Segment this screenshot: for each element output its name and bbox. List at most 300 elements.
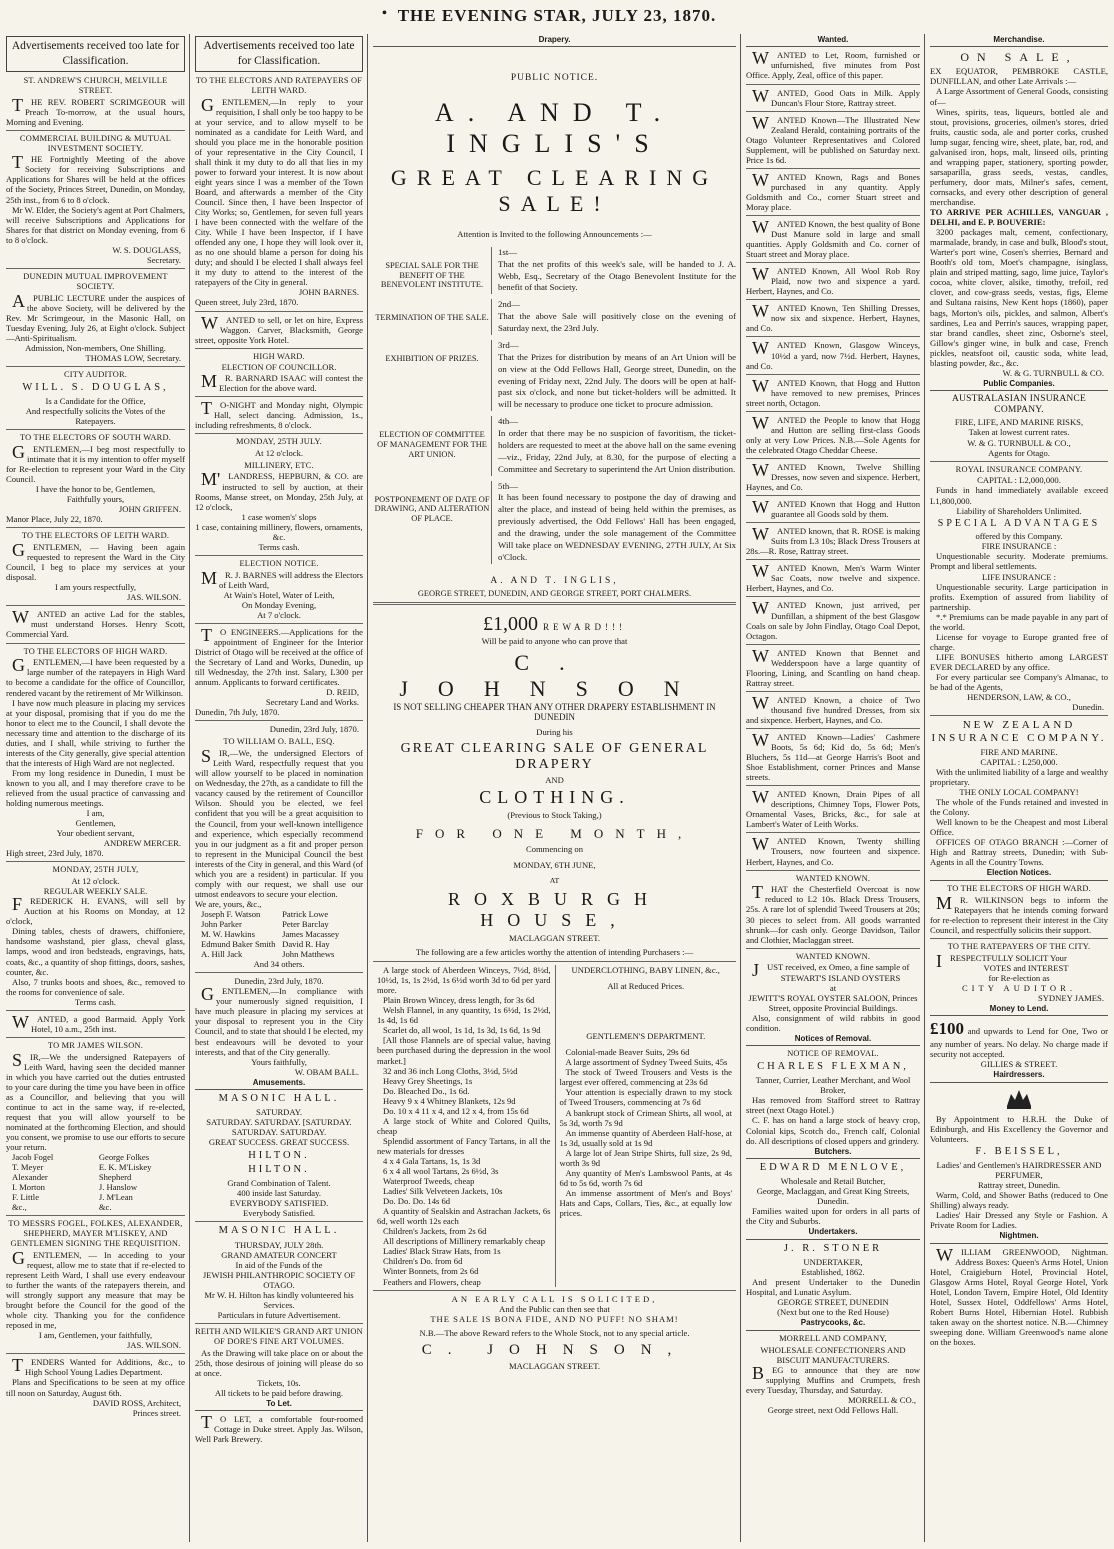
ad-line: UNDERTAKER,	[803, 1257, 863, 1268]
divider	[746, 111, 920, 112]
ad-signature: W. OBAM BALL.	[294, 1066, 359, 1077]
ad-line: SATURDAY. SATURDAY. [SATURDAY. SATURDAY. SATURDAY.	[206, 1117, 352, 1138]
divider	[746, 644, 920, 645]
wanted-ad: WANTED Known that Bennet and Wedderspoon have a large quantity of Flooring, Lining, and Scantling on hand cheap. Rattray street.	[746, 645, 920, 688]
crest-icon	[999, 1086, 1039, 1112]
ad-line: AND	[545, 775, 564, 786]
ad-line: ELECTION OF COUNCILLOR.	[221, 362, 337, 373]
ad-line: JEWITT'S ROYAL OYSTER SALOON, Princes Street, opposite Provincial Buildings.	[748, 992, 918, 1013]
ad-text: TO ENGINEERS.—Applications for the appointment of Engineer for the Interior District of Otago will be received at the office of the Secretary of Land and Works, Dunedin, up till Wednesday, the 27th inst. Salary, L300 per annum. Applicants to forward certificates.	[195, 624, 363, 688]
signatory: E. K. M'Liskey	[98, 1162, 152, 1173]
notice-text	[491, 299, 736, 335]
ad-text: Plans and Specifications to be seen at my office till noon on Saturday, August 6th.	[6, 1377, 185, 1398]
ad-text: MR. BARNARD ISAAC will contest the Election for the above ward.	[201, 370, 363, 393]
divider	[746, 691, 920, 692]
ad-line: George, Maclaggan, and Great King Streets, Dunedin.	[756, 1186, 910, 1207]
wanted-ad: WANTED Known, Ten Shilling Dresses, now six and sixpence. Herbert, Haynes, and Co.	[746, 301, 920, 334]
ad-text: Ladies' Hair Dressed any Style or Fashion. A Private Room for Ladies.	[930, 1210, 1108, 1231]
ad-title: GENTLEMEN'S DEPARTMENT.	[586, 1031, 706, 1042]
price-item: Colonial-made Beaver Suits, 29s 6d	[565, 1047, 690, 1058]
ad-text: GENTLEMEN,—In reply to your requisition, I shall only be too happy to be at your service, and to allow myself to be nominated as a candidate for Leith Ward, and should you place me in the honorable position of your representative in the City Council, I shall think it my duty to do all that lies in my power to forward your interest. It is now about eight years since I was a member of the Town Board, and afterwards a member of the City Council. Since then, I have been Inspector of City Works; so, Gentlemen, for seven full years I have been connected with the welfare of the City. While I have been Inspector, if I have offended any one, I hope they will look over it, as no one should blame a person for doing his duty; and should I be elected I shall always feel it my duty to attend to the interest of the ratepayers of the City in general.	[195, 94, 363, 288]
ad-line: VOTES and INTEREST	[983, 962, 1069, 973]
divider	[746, 336, 920, 337]
ad-text: Also, 7 trunks boots and shoes, &c., removed to the rooms for convenience of sale.	[6, 976, 185, 997]
signatory-list	[6, 1152, 185, 1212]
ad-text: Also, consignment of wild rabbits in good condition.	[746, 1012, 920, 1033]
ad-line: 1 case women's' slops	[241, 511, 317, 522]
ad-line: THE SALE IS BONA FIDE, AND NO PUFF! NO SHAM!	[430, 1313, 679, 1324]
ad-text: By Appointment to H.R.H. the Duke of Edinburgh, and His Excellency the Governor and Volunteers.	[930, 1113, 1108, 1144]
ad-line: Dunedin.	[1072, 702, 1104, 713]
section-header-drapery: Drapery.	[373, 34, 736, 47]
price-item: Do. Bleached Do., 1s 6d.	[383, 1085, 470, 1096]
signatory: George Folkes	[98, 1152, 150, 1163]
merchant-name: CHARLES FLEXMAN,	[757, 1061, 909, 1072]
divider	[746, 299, 920, 300]
notice-body: That the Prizes for distribution by means of an Art Union will be on view at the Odd Fellows Hall, George street, Dunedin, on the evening of Friday next, 22nd July. The doors will be open at half-past six o'clock, and none but ticket-holders will be admitted. It will be necessary to produce one ticket to procure admission.	[498, 351, 736, 410]
wanted-ad: WANTED Known, Men's Warm Winter Sac Coats, now twelve and sixpence. Herbert, Haynes, and Co.	[746, 561, 920, 594]
ad-line: Wholesale and Retail Butcher,	[780, 1176, 886, 1187]
ad-signature-title: Secretary.	[146, 254, 181, 265]
divider	[746, 495, 920, 496]
sale-duration: FOR ONE MONTH,	[415, 826, 694, 842]
price-item: A large stock of Aberdeen Winceys, 7½d, 8½d, 10½d, 1s, 1s 2½d, 1s 6½d worth 3d to 6d per yard more.	[377, 965, 551, 996]
firm-name: A. AND T. INGLIS'S	[434, 98, 675, 158]
ad-line: HILTON.	[248, 1149, 310, 1161]
ad-line: CAPITAL : L250,000.	[980, 756, 1058, 767]
ad-line: Yours faithfully,	[251, 1056, 307, 1067]
price-item: Do. 10 x 4 11 x 4, and 12 x 4, from 15s 6d	[383, 1105, 529, 1116]
ad-text: Warm, Cold, and Shower Baths (reduced to One Shilling) always ready.	[930, 1190, 1108, 1211]
price-item: All descriptions of Millinery remarkably cheap	[383, 1236, 546, 1247]
ad-line: Rattray street, Dunedin.	[977, 1180, 1061, 1191]
ad-line: SATURDAY.	[255, 1107, 303, 1118]
signatory: J. Hanslow	[98, 1182, 138, 1193]
loan-ad	[930, 1019, 1108, 1059]
ad-text: WANTED, a good Barmaid. Apply York Hotel, 10 a.m., 25th inst.	[12, 1011, 185, 1034]
ad-text: I have now much pleasure in placing my services at your disposal, promising that if you do me the honor to elect me to the Council, I shall devote the necessary time and attention to the discharge of its duties, and I shall, while striving to further the interests of the City generally, give special attention that the interests of High Ward are not neglected.	[6, 697, 185, 768]
ad-text: M'LANDRESS, HEPBURN, & CO. are instructed to sell by auction, at their Rooms, Manse street, on Monday, 25th July, at 12 o'clock,	[195, 469, 363, 512]
divider	[195, 433, 363, 434]
ad-text: IRESPECTFULLY SOLICIT Your	[936, 950, 1067, 971]
ad-line: Grand Combination of Talent.	[227, 1178, 331, 1189]
sale-title: GREAT CLEARING SALE OF GENERAL DRAPERY	[400, 740, 709, 772]
divider	[746, 596, 920, 597]
loan-amount: £100	[930, 1019, 964, 1039]
divider	[746, 728, 920, 729]
ad-title: TO WILLIAM O. BALL, ESQ.	[223, 737, 335, 747]
company-name: ROYAL INSURANCE COMPANY.	[955, 464, 1083, 474]
sale-title: CLOTHING.	[479, 787, 630, 808]
ad-text: License for voyage to Europe granted free of charge.	[930, 631, 1108, 652]
ad-line: Commencing on	[525, 843, 584, 854]
ad-line: Is a Candidate for the Office,	[45, 395, 146, 406]
signatory-row	[6, 1152, 185, 1162]
ad-line: GREAT SUCCESS. GREAT SUCCESS.	[208, 1137, 350, 1148]
ad-line: Tickets, 10s.	[257, 1377, 301, 1388]
shop-name: ROXBURGH HOUSE,	[447, 888, 661, 930]
signatory-row	[195, 949, 363, 959]
divider	[930, 715, 1108, 716]
ad-signature: SYDNEY JAMES.	[1037, 992, 1104, 1003]
divider	[746, 785, 920, 786]
signatory: T. Meyer	[12, 1162, 44, 1173]
ad-line: FIRE AND MARINE.	[980, 746, 1058, 757]
divider	[746, 458, 920, 459]
divider	[746, 215, 920, 216]
ad-line: (Next but one to the Red House)	[777, 1307, 889, 1318]
signatory: Alexander	[12, 1172, 48, 1183]
price-item: An immense quantity of Aberdeen Half-hose, at 1s 3d, usually sold at 1s 9d	[559, 1127, 732, 1148]
divider	[195, 555, 363, 556]
notice-text	[491, 416, 736, 475]
masthead-title: THE EVENING STAR, JULY 23, 1870.	[397, 6, 717, 25]
section-header-butchers: Butchers.	[746, 1146, 920, 1159]
ad-date: Dunedin, 7th July, 1870.	[195, 707, 280, 718]
ad-address: George street, next Odd Fellows Hall.	[767, 1404, 899, 1415]
ad-line: All tickets to be paid before drawing.	[214, 1387, 344, 1398]
ad-title: TO THE ELECTORS AND RATEPAYERS OF LEITH WARD.	[195, 75, 363, 95]
ad-line: at	[829, 982, 837, 993]
ad-line: In aid of the Funds of the	[235, 1259, 323, 1270]
section-header-companies: Public Companies.	[930, 378, 1108, 391]
ad-line: HILTON.	[248, 1163, 310, 1175]
wanted-ad: WANTED Known, the best quality of Bone Dust Manure sold in large and small quantities. Apply Goldsmith and Co. corner of Stuart street and Moray place.	[746, 217, 920, 260]
royal-crest-icon	[930, 1086, 1108, 1114]
ad-date: Dunedin, 23rd July, 1870.	[269, 724, 359, 735]
signatory: J. M'Lean	[98, 1192, 133, 1203]
ad-line: During his	[536, 726, 573, 737]
ad-text: Dining tables, chests of drawers, chiffoniere, handsome washstand, pier glass, cheval glass, lamps, wood and iron bedsteads, engravings, hats, coats, &c., a quantity of shop fittings, doors, sashes, counter, &c.	[6, 926, 186, 977]
ad-line: Faithfully yours,	[66, 494, 125, 505]
ad-text: *.* Premiums can be made payable in any part of the world.	[930, 611, 1108, 632]
divider	[746, 374, 920, 375]
price-item: A large assortment of Sydney Tweed Suits, 45s	[565, 1057, 728, 1068]
ad-signature: THOMAS LOW, Secretary.	[85, 352, 181, 363]
columns	[0, 34, 1114, 1544]
ad-text: BEG to announce that they are now supplying Muffins and Crumpets, fresh every Tuesday, Thursday, and Saturday.	[746, 1362, 920, 1395]
price-list	[373, 965, 736, 1287]
divider	[746, 870, 920, 871]
ad-line: REGULAR WEEKLY SALE.	[43, 886, 148, 897]
ad-title: CITY AUDITOR.	[63, 369, 128, 379]
ad-signature: JAS. WILSON.	[126, 1340, 181, 1351]
price-item: An immense assortment of Men's and Boys' Hats and Caps, Collars, Ties, &c., at equally low prices.	[559, 1187, 732, 1218]
notice-number: 5th—	[498, 480, 519, 491]
divider	[746, 832, 920, 833]
ad-text: JUST received, ex Omeo, a fine sample of	[752, 960, 910, 981]
ad-text: Unquestionable security. Large participation in profits. Exemption of assured from liability of partnership.	[930, 581, 1108, 612]
signatory: James Macassey	[282, 929, 340, 940]
ad-text: For every particular see Company's Almanac, to be had of the Agents,	[930, 671, 1108, 693]
wanted-ad: WANTED the People to know that Hogg and Hutton are selling first-class Goods only at very Low Prices. N.B.—Sole Agents for the celebrated Otago Cheddar Cheese.	[746, 412, 920, 455]
divider	[6, 1215, 185, 1216]
notice-label: TERMINATION OF THE SALE.	[375, 313, 489, 323]
ad-text: GENTLEMEN, — Having been again requested to represent the Ward in the City Council, I beg to place my services at your disposal.	[6, 540, 185, 583]
price-item: Splendid assortment of Fancy Tartans, in all the new materials for dresses	[377, 1135, 551, 1156]
ad-signature: DAVID ROSS, Architect,	[92, 1397, 181, 1408]
ad-text: From my long residence in Dunedin, I must be known to you all, and I may therefore crave to be relieved from the usual practice of canvassing and holding numerous meetings.	[6, 767, 185, 809]
wanted-ad: WANTED to Let, Room, furnished or unfurnished, five minutes from Post Office. Apply, Zeal, office of this paper.	[746, 48, 920, 81]
ad-text: As the Drawing will take place on or about the 25th, those desirous of joining will please do so at once.	[195, 1347, 363, 1378]
late-classification-header: Advertisements received too late for Classification.	[6, 36, 185, 72]
ad-title: ST. ANDREW'S CHURCH, MELVILLE STREET.	[23, 75, 168, 95]
ad-text: Mr W. Elder, the Society's agent at Port Chalmers, will receive Subscriptions and Applications for Shares for that district on Monday evening, from 6 to 8 o'clock.	[6, 204, 185, 245]
signatory-row	[6, 1192, 185, 1202]
ad-text: EX EQUATOR, PEMBROKE CASTLE, DUNFILLAN, and other Late Arrivals :—	[930, 66, 1108, 87]
wanted-ad: WANTED Known—The Illustrated New Zealand Herald, containing portraits of the Otago Volunteer Representatives and Colored Supplement, will be published on Saturday next. Price 1s 6d.	[746, 112, 920, 165]
ad-text: Well known to be the Cheapest and most Liberal Office.	[930, 817, 1108, 838]
ad-title: REITH AND WILKIE'S GRAND ART UNION OF DORE'S FINE ART VOLUMES.	[195, 1326, 363, 1346]
divider	[930, 461, 1108, 462]
divider	[6, 429, 185, 430]
price-item: Feathers and Flowers, cheap	[383, 1276, 481, 1287]
ad-line: (Previous to Stock Taking,)	[507, 810, 602, 821]
price-item: Ladies' Black Straw Hats, from 1s	[383, 1246, 501, 1257]
merchant-name: F. BEISSEL,	[975, 1145, 1063, 1157]
ad-date: Dunedin, 23rd July, 1870.	[234, 976, 324, 987]
ad-text: THE Fortnightly Meeting of the above Society for receiving Subscriptions and Applications for Shares will be held at the offices of the Society, Princes Street, Dunedin, on Monday, 25th inst., from 6 to 8 o'clock.	[6, 152, 185, 205]
ad-text: Unquestionable security. Moderate premiums. Prompt and liberal settlements.	[930, 551, 1108, 572]
signatory-row	[195, 909, 363, 919]
notice-item	[373, 299, 736, 335]
ad-title: MASONIC HALL.	[218, 1225, 340, 1237]
section-header-wanted: Wanted.	[746, 34, 920, 47]
ad-line: GEORGE STREET, DUNEDIN	[777, 1297, 889, 1308]
signatory: John Parker	[201, 919, 242, 929]
ad-text: Funds in hand immediately available exceed L1,800,000.	[930, 485, 1108, 506]
price-item: Heavy Grey Sheetings, 1s	[383, 1075, 473, 1086]
price-item: The stock of Tweed Trousers and Vests is the largest ever offered, commencing at 23s 6d	[559, 1067, 732, 1088]
divider	[746, 559, 920, 560]
price-item: Waterproof Tweeds, cheap	[383, 1176, 475, 1187]
divider	[195, 1221, 363, 1222]
ad-line: HENDERSON, LAW, & CO.,	[967, 692, 1071, 703]
merchant-name: C. JOHNSON,	[421, 1341, 688, 1358]
ad-text: C. F. has on hand a large stock of heavy crop, Colonial kips, Scotch do., French calf, Colonial do. All descriptions of closed uppers and grindery.	[746, 1115, 920, 1146]
signatory: &c.,	[12, 1202, 27, 1213]
signatory: A. Hill Jack	[201, 949, 243, 960]
divider	[195, 348, 363, 349]
price-list-gentlemen	[555, 965, 737, 1287]
price-item: Welsh Flannel, in any quantity, 1s 6½d, 1s 2½d, 1s 4d, 1s 6d	[377, 1005, 551, 1026]
reward-amount: £1,000	[483, 612, 538, 635]
signatory-row	[6, 1202, 185, 1212]
wanted-ad: WANTED Known, that Hogg and Hutton have removed to new premises, Princes street north, Octagon.	[746, 375, 920, 408]
ad-line: N.B.—The above Reward refers to the Whole Stock, not to any special article.	[419, 1327, 690, 1338]
notice-body: That the above Sale will positively close on the evening of Saturday next, the 23rd July.	[498, 311, 736, 334]
ad-title: MILLINERY, ETC.	[244, 460, 314, 470]
ad-text: GENTLEMEN,—I beg most respectfully to intimate that it is my intention to offer myself for Re-election to represent your Ward in the City Council.	[6, 441, 185, 485]
signatory: Shepherd	[98, 1172, 132, 1183]
ad-line: Mr W. H. Hilton has kindly volunteered his Services.	[204, 1289, 354, 1310]
ad-title: TO THE ELECTORS OF LEITH WARD.	[21, 531, 170, 541]
ad-text: MR. J. BARNES will address the Electors of Leith Ward,	[201, 567, 363, 590]
divider	[930, 938, 1108, 939]
ad-line: GRAND AMATEUR CONCERT	[221, 1249, 337, 1260]
ad-line: Terms cash.	[75, 996, 116, 1007]
signatory-row	[195, 939, 363, 949]
price-item: Scarlet do, all wool, 1s 1d, 1s 3d, 1s 6d, 1s 9d	[383, 1025, 541, 1036]
ad-line: STEWART'S ISLAND OYSTERS	[780, 972, 901, 983]
section-header-amusements: Amusements.	[195, 1077, 363, 1090]
divider	[746, 262, 920, 263]
ad-line: Tanner, Currier, Leather Merchant, and Wool Broker,	[755, 1075, 911, 1096]
loan-text: and upwards to Lend for One, Two or any number of years. No delay. No charge made if security not accepted.	[930, 1026, 1108, 1060]
ad-signature: JOHN GRIFFEN.	[118, 504, 181, 515]
ad-title: WANTED KNOWN.	[795, 951, 871, 961]
column-4	[742, 34, 925, 1542]
ad-signature: JAS. WILSON.	[126, 592, 181, 603]
divider	[6, 605, 185, 606]
divider	[195, 1323, 363, 1324]
signatory: Peter Barclay	[282, 919, 329, 929]
ad-line: FIRE INSURANCE :	[981, 541, 1057, 552]
ad-line: Particulars in future Advertisement.	[217, 1309, 341, 1320]
signatory: Jacob Fogel	[12, 1152, 54, 1163]
price-item: 32 and 36 inch Long Cloths, 3½d, 5½d	[383, 1065, 518, 1076]
notice-item	[373, 247, 736, 295]
merchant-name: J. R. STONER	[783, 1242, 883, 1254]
ad-text: WANTED an active Lad for the stables, must understand Horses. Henry Scott, Commercial Yard.	[6, 607, 185, 640]
ad-text: The whole of the Funds retained and invested in the Colony.	[930, 797, 1108, 818]
notice-body: In order that there may be no suspicion of favoritism, the ticket-holders are requested to meet at the above hall on the same evening—viz., Friday, 22nd July, at 8.30, for the purpose of electing a Committee and Secretary to superintend the Art Union distribution.	[498, 428, 736, 474]
ad-subtitle: SPECIAL ADVANTAGES	[937, 517, 1101, 529]
ad-text: With the unlimited liability of a large and wealthy proprietary.	[930, 766, 1108, 788]
ad-text: Families waited upon for orders in all parts of the City and Suburbs.	[746, 1206, 920, 1227]
wanted-ad: WANTED Known, just arrived, per Dunfillan, a shipment of the best Glasgow Coals on sale by John Findlay, Otago Coal Depot, Octagon.	[746, 598, 920, 641]
price-item: A bankrupt stock of Crimean Shirts, all wool, at 5s 3d, worth 7s 9d	[559, 1107, 732, 1128]
notice-label: POSTPONEMENT OF DATE OF DRAWING, AND ALTERATION OF PLACE.	[374, 494, 490, 524]
ad-title: ON SALE,	[960, 50, 1078, 65]
notice-item	[373, 340, 736, 411]
ad-text: LIFE BONUSES hitherto among LARGEST EVER DECLARED by any office.	[930, 651, 1108, 672]
ad-text: TENDERS Wanted for Additions, &c., to High School Young Ladies Department.	[12, 1355, 185, 1378]
price-item: Heavy 9 x 4 Whitney Blankets, 12s 9d	[383, 1095, 516, 1106]
divider	[195, 396, 363, 397]
ad-line: On Monday Evening,	[241, 599, 317, 610]
divider	[373, 961, 736, 962]
ad-date: High street, 23rd July, 1870.	[6, 848, 104, 859]
signatory: Joseph F. Watson	[201, 908, 261, 919]
ad-line: I am yours respectfully,	[54, 582, 137, 593]
section-header-nightmen: Nightmen.	[930, 1230, 1108, 1243]
notice-number: 2nd—	[498, 299, 520, 310]
ad-line: UNDERCLOTHING, BABY LINEN, &c.,	[571, 965, 720, 976]
ad-line: FIRE, LIFE, AND MARINE RISKS,	[954, 417, 1084, 428]
ad-line: At 12 o'clock.	[71, 876, 120, 887]
signatory-row	[6, 1172, 185, 1182]
price-item: Do. Do. Do. 14s 6d	[383, 1196, 451, 1207]
ad-title: WANTED KNOWN.	[795, 873, 871, 883]
ad-title: TO THE ELECTORS OF HIGH WARD.	[947, 883, 1091, 893]
wanted-ad: WANTED Known, a choice of Two thousand five hundred Dresses, from six and sixpence. Herbert, Haynes, and Co.	[746, 692, 920, 725]
masthead-dot: •	[382, 6, 388, 21]
ad-text: SIR,—We, the undersigned Electors of Leith Ward, respectfully request that you will allow yourself to be placed in nomination on Wednesday, the 27th, as a candidate to fill the vacancy caused by the retirement of Councillor Wilson. Should you be elected, we feel confident that you will be a great acquisition to the Council, from your well-known intelligence and experience, which especially recommend you in our judgment as a fit and proper person to represent in the Municipal Council the best interests of the City in general, and this Ward (of which you are a resident) in particular. If you comply with our request, we shall use our utmost endeavors to secure your election.	[195, 746, 363, 899]
signatory: F. Little	[12, 1192, 40, 1203]
signatory: M. W. Hawkins	[201, 929, 255, 940]
ad-text: TO LET, a comfortable four-roomed Cottage in Duke street. Apply Jas. Wilson, Well Park Brewery.	[195, 1412, 363, 1445]
ad-line: All at Reduced Prices.	[607, 981, 685, 992]
ad-signature: JOHN BARNES.	[298, 287, 359, 298]
ad-signature: D. REID,	[326, 687, 359, 698]
notice-number: 4th—	[498, 416, 519, 427]
price-item: [All those Flannels are of special value, having been purchased during the depression in the wool market.]	[377, 1035, 551, 1066]
column-3	[369, 34, 741, 1542]
ad-text: OFFICES OF OTAGO BRANCH :—Corner of High and Rattray streets, Dunedin; with Sub-Agents in all the Country Towns.	[930, 837, 1108, 868]
price-item: Ladies' Silk Velveteen Jackets, 10s	[383, 1186, 503, 1197]
notice-number: 1st—	[498, 246, 518, 257]
ad-line: MACLAGGAN STREET.	[508, 932, 601, 943]
ad-title: TO THE ELECTORS OF SOUTH WARD.	[19, 433, 172, 443]
divider	[6, 1010, 185, 1011]
notice-text	[491, 481, 736, 564]
wanted-ad: WANTED Known, Glasgow Winceys, 10½d a yard, now 7½d. Herbert, Haynes, and Co.	[746, 338, 920, 371]
price-item: Children's Jackets, from 2s 6d	[383, 1226, 487, 1237]
ad-text: THAT the Chesterfield Overcoat is now reduced to L2 10s. Black Dress Trousers, 25s. A rare lot of splendid Tweed Trousers at 20s; 30 pieces to select from. All goods warranted shrunk—for cash only. George Davidson, Tailor and Clothier, Maclaggan street.	[746, 882, 920, 945]
ad-text: And present Undertaker to the Dunedin Hospital, and Lunatic Asylum.	[746, 1277, 920, 1298]
wanted-ad: WANTED Known, Twenty shilling Trousers, now fourteen and sixpence. Herbert, Haynes, and Co.	[746, 834, 920, 867]
sale-title: GREAT CLEARING SALE!	[390, 165, 719, 217]
ad-line: CITY AUDITOR.	[961, 982, 1077, 993]
section-header-election: Election Notices.	[930, 867, 1108, 880]
ad-title: TO THE RATEPAYERS OF THE CITY.	[947, 941, 1091, 951]
ad-title: MONDAY, 25TH JULY.	[236, 436, 322, 446]
ad-line: I am,	[86, 808, 105, 819]
divider	[746, 948, 920, 949]
ad-line: for Re-election as	[988, 972, 1050, 983]
wanted-ad: WANTED Known, Drain Pipes of all descriptions, Chimney Tops, Flower Pots, Ornamental Vases, Bricks, &c., for sale at Lambert's Water of Leith Works.	[746, 787, 920, 830]
ad-line: Your obedient servant,	[56, 828, 135, 839]
wanted-ad: WANTED known, that R. ROSE is making Suits from L3 10s; Black Dress Trousers at 28s.—R. Rose, Rattray street.	[746, 524, 920, 557]
ad-address: Princes street.	[132, 1407, 181, 1418]
divider	[746, 168, 920, 169]
ad-title: TO THE ELECTORS OF HIGH WARD.	[23, 646, 168, 656]
ad-line: Ratepayers.	[75, 416, 116, 427]
divider	[746, 522, 920, 523]
column-5	[926, 34, 1112, 1542]
notice-item	[373, 481, 736, 564]
divider	[6, 366, 185, 367]
signatory: David R. Hay	[282, 939, 330, 950]
divider	[6, 643, 185, 644]
ad-subtitle: TO ARRIVE PER ACHILLES, VANGUAR , DELHI, and E. P. BOUVERIE:	[930, 207, 1108, 228]
ad-text: TO-NIGHT and Monday night, Olympic Hall, select dancing. Admission, 1s., including refreshments, 8 o'clock.	[195, 397, 363, 430]
price-list-ladies	[373, 965, 555, 1287]
column-1	[2, 34, 190, 1542]
signatory: Edmund Baker Smith	[201, 939, 276, 950]
ad-text: A Large Assortment of General Goods, consisting of—	[930, 86, 1108, 107]
ad-signature: W. & G. TURNBULL & CO.	[1002, 367, 1104, 378]
ad-line: The following are a few articles worthy the attention of intending Purchasers :—	[415, 947, 694, 958]
divider	[195, 623, 363, 624]
price-item: A large lot of Jean Stripe Shirts, full size, 2s 9d, worth 3s 9d	[559, 1147, 732, 1168]
ad-line: And respectfully solicits the Votes of the	[25, 405, 166, 416]
ad-title: ELECTION NOTICE.	[239, 558, 319, 568]
price-item: A quantity of Sealskin and Astrachan Jackets, 6s 6d, well worth 12s each	[377, 1206, 551, 1227]
ad-title: MONDAY, 25TH JULY,	[52, 865, 139, 875]
reward-word: REWARD!!!	[543, 621, 626, 632]
price-item: 6 x 4 all wool Tartans, 2s 6½d, 3s	[383, 1166, 499, 1177]
wanted-ad: WANTED Known, Rags and Bones purchased in any quantity. Apply Goldsmith and Co., corner Stuart street and Moray place.	[746, 169, 920, 212]
notice-number: 3rd—	[498, 339, 519, 350]
divider	[6, 527, 185, 528]
divider	[373, 602, 736, 605]
ad-line: W. & G. TURNBULL & CO.,	[967, 437, 1071, 448]
wanted-list	[746, 50, 920, 870]
ad-line: We are, yours, &c.,	[195, 898, 262, 909]
signatory: John Matthews	[282, 949, 335, 960]
